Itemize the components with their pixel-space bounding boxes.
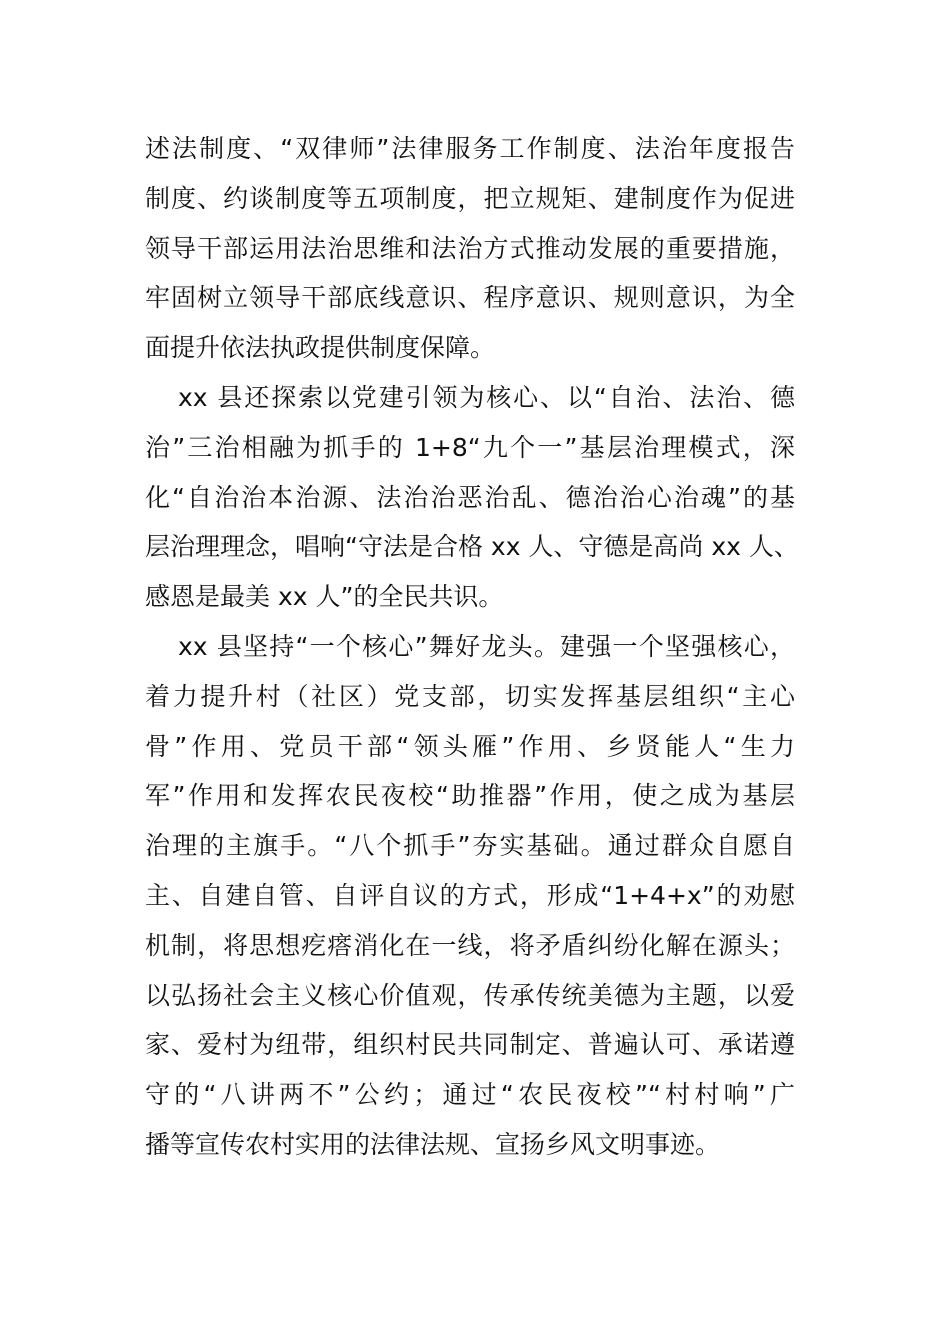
text-line: 治理的主旗手。“八个抓手”夯实基础。通过群众自愿自	[145, 831, 795, 861]
text-line: 面提升依法执政提供制度保障。	[145, 333, 496, 363]
text-line: 感恩是最美 xx 人”的全民共识。	[145, 582, 504, 612]
text-line: 播等宣传农村实用的法律法规、宣扬乡风文明事迹。	[145, 1129, 721, 1159]
text-line: 骨”作用、党员干部“领头雁”作用、乡贤能人“生力	[145, 731, 795, 761]
text-line: 军”作用和发挥农民夜校“助推器”作用，使之成为基层	[145, 781, 795, 811]
text-line: 层治理理念，唱响“守法是合格 xx 人、守德是高尚 xx 人、	[145, 532, 799, 562]
text-line: 领导干部运用法治思维和法治方式推动发展的重要措施，	[145, 233, 795, 263]
paragraph-1	[145, 124, 795, 373]
text-line: 着力提升村（社区）党支部，切实发挥基层组织“主心	[145, 681, 795, 711]
text-line: 机制，将思想疙瘩消化在一线，将矛盾纠纷化解在源头；	[145, 930, 795, 960]
text-line: xx 县还探索以党建引领为核心、以“自治、法治、德	[178, 382, 795, 412]
document-body	[145, 124, 799, 1170]
text-line: 治”三治相融为抓手的 1+8“九个一”基层治理模式，深	[145, 432, 795, 462]
text-line: 牢固树立领导干部底线意识、程序意识、规则意识，为全	[145, 283, 795, 313]
text-line: 述法制度、“双律师”法律服务工作制度、法治年度报告	[145, 134, 795, 163]
paragraph-3	[145, 622, 795, 1170]
paragraph-2	[145, 373, 799, 622]
text-line: xx 县坚持“一个核心”舞好龙头。建强一个坚强核心，	[178, 631, 795, 661]
text-line: 制度、约谈制度等五项制度，把立规矩、建制度作为促进	[145, 183, 795, 213]
text-line: 守的“八讲两不”公约；通过“农民夜校”“村村响”广	[145, 1080, 795, 1110]
text-line: 化“自治治本治源、法治治恶治乱、德治治心治魂”的基	[145, 482, 795, 512]
text-line: 家、爱村为纽带，组织村民共同制定、普遍认可、承诺遵	[145, 1030, 795, 1060]
text-line: 以弘扬社会主义核心价值观，传承传统美德为主题，以爱	[145, 980, 795, 1010]
text-line: 主、自建自管、自评自议的方式，形成“1+4+x”的劝慰	[145, 880, 795, 910]
